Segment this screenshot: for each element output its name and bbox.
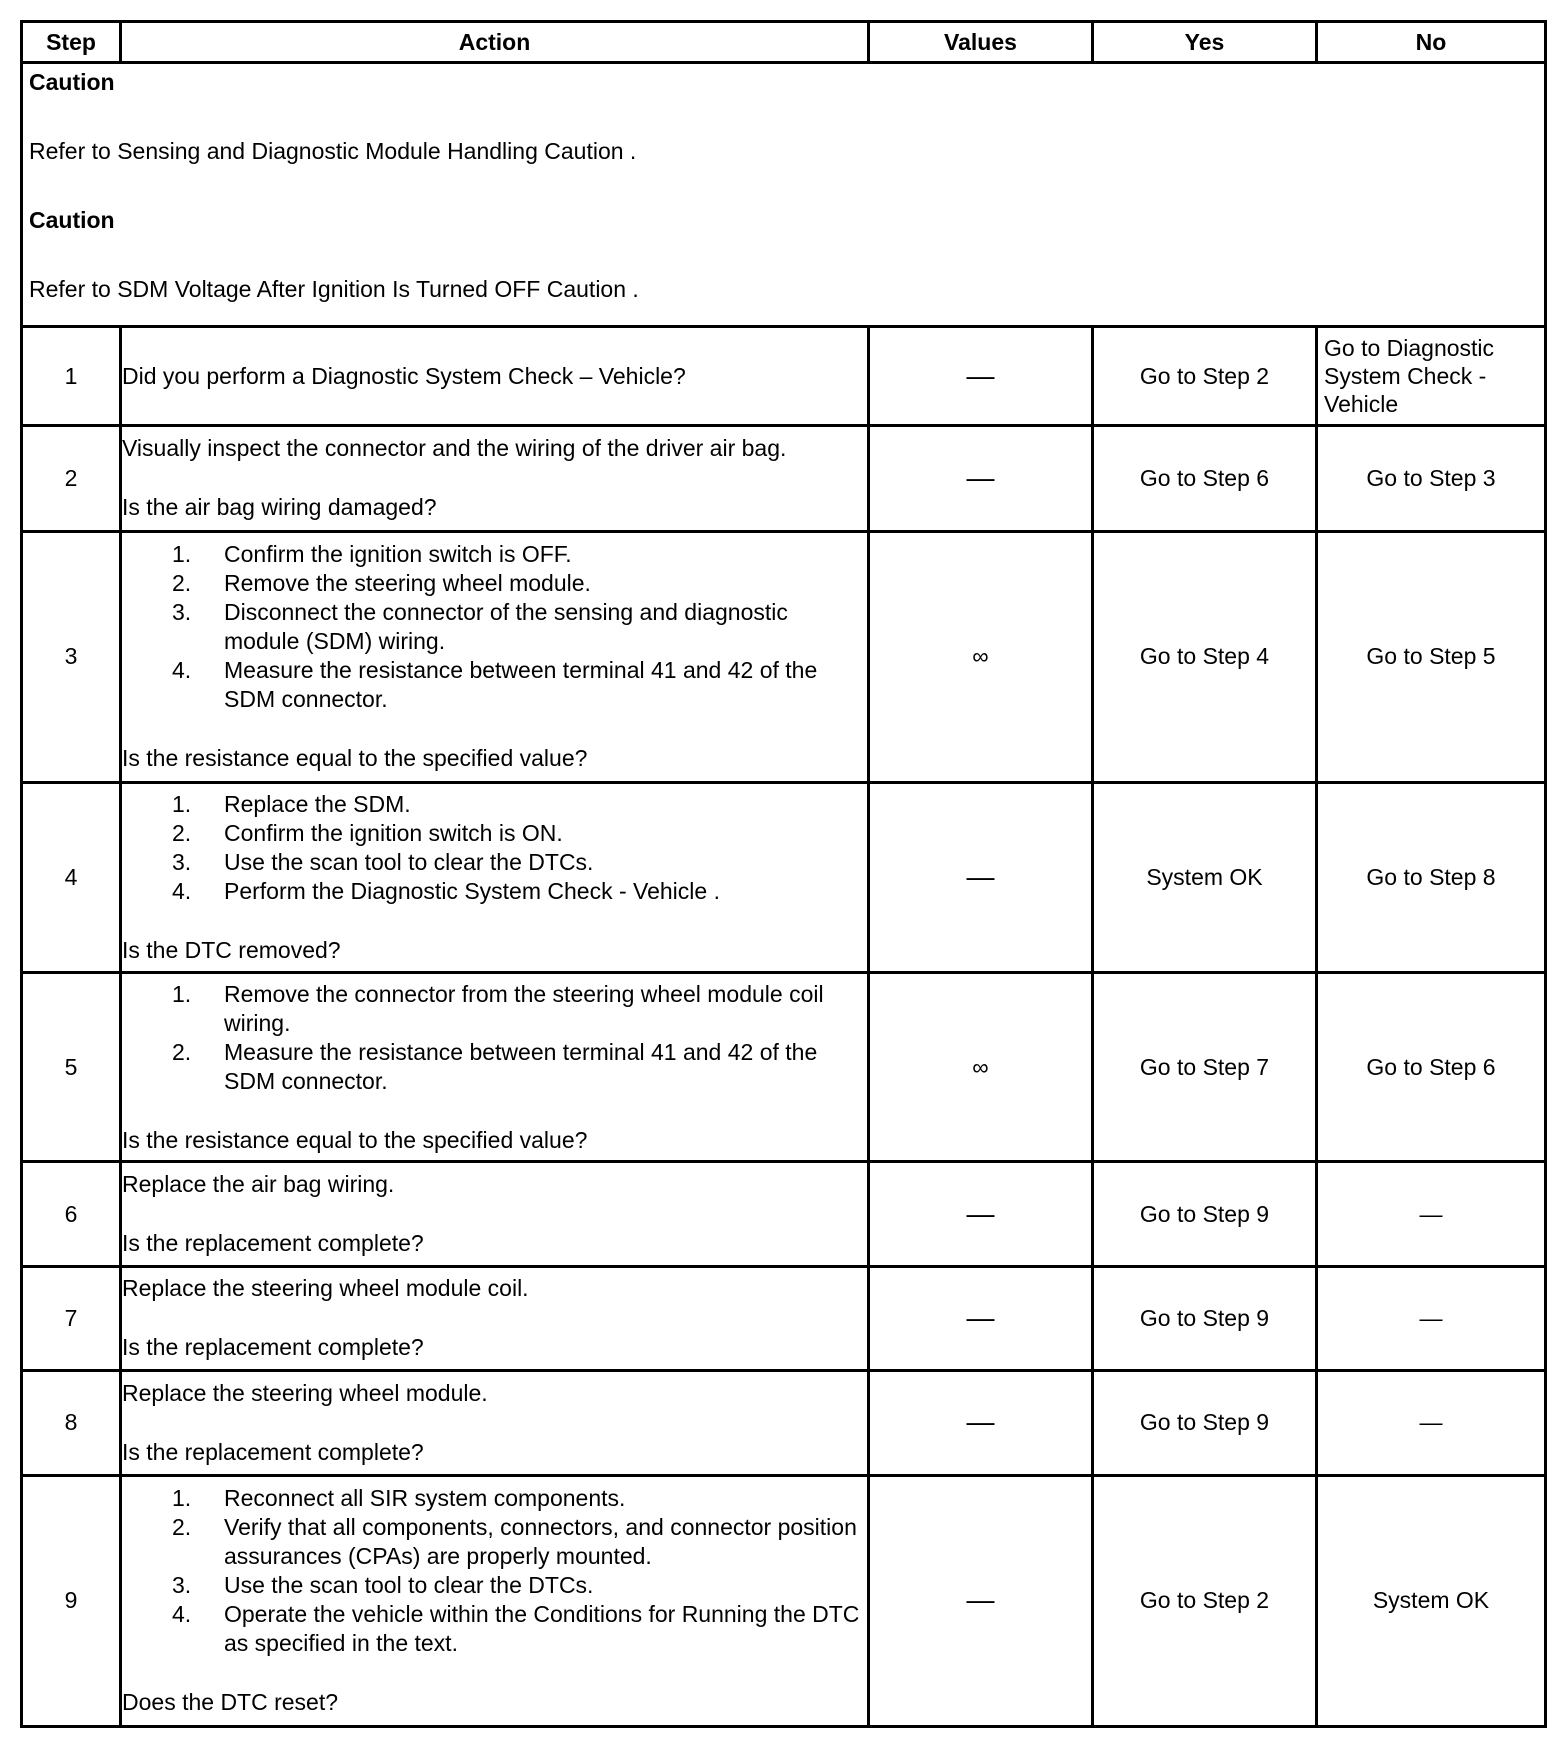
action-cell	[121, 531, 869, 782]
list-item: 3. Use the scan tool to clear the DTCs.	[172, 1572, 594, 1599]
caution-text-link[interactable]: Refer to SDM Voltage After Ignition Is Turned OFF Caution .	[29, 276, 639, 302]
action-cell	[121, 426, 869, 531]
no-value: —	[1317, 1371, 1546, 1475]
action-cell	[121, 972, 869, 1162]
value-text: —	[966, 359, 995, 391]
action-question: Is the replacement complete?	[122, 1230, 424, 1257]
yes-link[interactable]: Go to Step 9	[1093, 1162, 1317, 1266]
table-row	[22, 783, 1546, 973]
table-row	[22, 1371, 1546, 1475]
yes-link[interactable]: Go to Step 9	[1093, 1371, 1317, 1475]
value-cell	[869, 327, 1093, 426]
no-link[interactable]: Go to Step 3	[1317, 426, 1546, 531]
value-text: —	[966, 860, 995, 892]
infinity-symbol: ∞	[972, 643, 989, 670]
step-number: 8	[22, 1371, 121, 1475]
diagnostic-table	[20, 20, 1547, 1728]
table-row	[22, 1162, 1546, 1266]
list-item: 3. Use the scan tool to clear the DTCs.	[172, 848, 594, 875]
action-question: Is the replacement complete?	[122, 1438, 424, 1465]
action-question: Is the DTC removed?	[122, 936, 341, 963]
header-yes: Yes	[1093, 22, 1317, 63]
caution-text-link[interactable]: Refer to Sensing and Diagnostic Module Handling Caution .	[29, 138, 637, 164]
value-text: —	[966, 1584, 995, 1616]
caution-label: Caution	[29, 69, 115, 95]
table-row	[22, 426, 1546, 531]
action-question: Is the replacement complete?	[122, 1334, 424, 1361]
header-row	[22, 22, 1546, 63]
list-item: 4. Operate the vehicle within the Conditions for Running the DTC as specified in the text.	[172, 1601, 860, 1657]
list-item: 2. Remove the steering wheel module.	[172, 570, 591, 597]
action-text: Did you perform a Diagnostic System Check – Vehicle?	[121, 327, 869, 426]
action-question: Is the resistance equal to the specified value?	[122, 1126, 588, 1153]
caution-label: Caution	[29, 207, 115, 233]
yes-link[interactable]: Go to Step 7	[1093, 972, 1317, 1162]
value-text: —	[966, 1406, 995, 1438]
action-question: Is the air bag wiring damaged?	[122, 494, 437, 521]
value-cell	[869, 1162, 1093, 1266]
step-number: 2	[22, 426, 121, 531]
action-cell	[121, 1162, 869, 1266]
action-list	[122, 540, 867, 714]
header-step: Step	[22, 22, 121, 63]
list-item: 1. Remove the connector from the steering wheel module coil wiring.	[172, 980, 824, 1036]
action-text: Replace the air bag wiring.	[122, 1171, 395, 1198]
table-row	[22, 1266, 1546, 1370]
yes-link[interactable]: System OK	[1093, 783, 1317, 973]
table-row	[22, 327, 1546, 426]
table-row	[22, 1475, 1546, 1727]
list-item: 4. Measure the resistance between terminal 41 and 42 of the SDM connector.	[172, 657, 818, 713]
action-question: Does the DTC reset?	[122, 1689, 339, 1716]
list-item: 1. Reconnect all SIR system components.	[172, 1485, 626, 1512]
value-cell	[869, 972, 1093, 1162]
step-number: 4	[22, 783, 121, 973]
no-value: —	[1317, 1162, 1546, 1266]
table-row	[22, 531, 1546, 782]
yes-link[interactable]: Go to Step 2	[1093, 1475, 1317, 1727]
header-values: Values	[869, 22, 1093, 63]
action-cell	[121, 1475, 869, 1727]
step-number: 6	[22, 1162, 121, 1266]
value-text: —	[966, 1197, 995, 1229]
value-text: —	[966, 461, 995, 493]
action-list	[122, 980, 867, 1096]
infinity-symbol: ∞	[972, 1053, 989, 1080]
yes-link[interactable]: Go to Step 6	[1093, 426, 1317, 531]
value-cell	[869, 1266, 1093, 1370]
action-cell	[121, 783, 869, 973]
value-cell	[869, 1371, 1093, 1475]
step-number: 9	[22, 1475, 121, 1727]
list-item: 1. Replace the SDM.	[172, 790, 411, 817]
value-cell	[869, 783, 1093, 973]
no-link[interactable]: Go to Step 5	[1317, 531, 1546, 782]
caution-cell	[22, 63, 1546, 327]
action-question: Is the resistance equal to the specified value?	[122, 745, 588, 772]
no-link[interactable]: Go to Step 6	[1317, 972, 1546, 1162]
list-item: 2. Verify that all components, connectors, and connector position assurances (CPAs) are properly mounted.	[172, 1514, 857, 1570]
list-item[interactable]: 4. Perform the Diagnostic System Check - Vehicle .	[172, 877, 720, 904]
list-item: 1. Confirm the ignition switch is OFF.	[172, 541, 572, 568]
yes-link[interactable]: Go to Step 4	[1093, 531, 1317, 782]
step-number: 5	[22, 972, 121, 1162]
value-cell	[869, 426, 1093, 531]
action-text: Visually inspect the connector and the wiring of the driver air bag.	[122, 435, 787, 462]
value-cell	[869, 531, 1093, 782]
step-number: 7	[22, 1266, 121, 1370]
table-row	[22, 972, 1546, 1162]
action-cell	[121, 1266, 869, 1370]
action-list	[122, 790, 867, 906]
value-text: —	[966, 1301, 995, 1333]
step-number: 3	[22, 531, 121, 782]
action-text: Replace the steering wheel module.	[122, 1379, 488, 1406]
yes-link[interactable]: Go to Step 2	[1093, 327, 1317, 426]
no-link[interactable]: Go to Step 8	[1317, 783, 1546, 973]
value-cell	[869, 1475, 1093, 1727]
no-value: —	[1317, 1266, 1546, 1370]
no-link[interactable]: System OK	[1317, 1475, 1546, 1727]
list-item: 3. Disconnect the connector of the sensing and diagnostic module (SDM) wiring.	[172, 599, 788, 655]
action-text: Replace the steering wheel module coil.	[122, 1275, 529, 1302]
no-link[interactable]: Go to Diagnostic System Check - Vehicle	[1317, 327, 1546, 426]
header-action: Action	[121, 22, 869, 63]
list-item: 2. Confirm the ignition switch is ON.	[172, 819, 563, 846]
step-number: 1	[22, 327, 121, 426]
header-no: No	[1317, 22, 1546, 63]
list-item: 2. Measure the resistance between terminal 41 and 42 of the SDM connector.	[172, 1038, 818, 1094]
yes-link[interactable]: Go to Step 9	[1093, 1266, 1317, 1370]
action-cell	[121, 1371, 869, 1475]
action-list	[122, 1484, 867, 1658]
caution-row	[22, 63, 1546, 327]
